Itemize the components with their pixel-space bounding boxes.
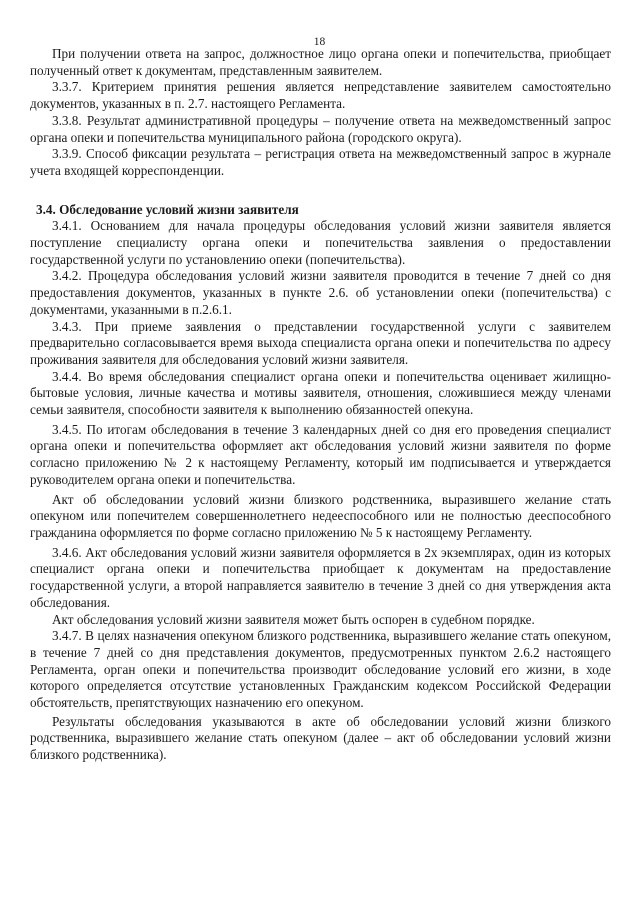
paragraph-3-3-9: 3.3.9. Способ фиксации результата – регистрация ответа на межведомственный запрос в журнале учета входящей корреспонденции.: [30, 146, 611, 178]
paragraph-3-4-2: 3.4.2. Процедура обследования условий жизни заявителя проводится в течение 7 дней со дня предоставления документов, указанных в пункте 2.6. об установлении опеки (попечительства) с документами, указанными в п.2.6.1.: [30, 268, 611, 317]
page-number: 18: [313, 36, 326, 48]
paragraph-3-4-7: 3.4.7. В целях назначения опекуном близкого родственника, выразившего желание стать опекуном, в течение 7 дней со дня представления документов, предусмотренных пунктом 2.6.2 настоящего Регламента, орган опеки и попечительства производит обследование условий его жизни, в ходе которого определяется отсутствие установленных Гражданским кодексом Российской Федерации обстоятельств, препятствующих назначению его опекуном.: [30, 628, 611, 711]
paragraph-act-appeal: Акт обследования условий жизни заявителя может быть оспорен в судебном порядке.: [52, 611, 535, 627]
paragraph-3-4-3: 3.4.3. При приеме заявления о представлении государственной услуги с заявителем предварительно согласовывается время выхода специалиста органа опеки и попечительства по адресу проживания заявителя для обследования условий жизни заявителя.: [30, 318, 611, 367]
document-body: [30, 46, 611, 764]
paragraph-3-4-4: 3.4.4. Во время обследования специалист органа опеки и попечительства оценивает жилищно-бытовые условия, личные качества и мотивы заявителя, отношения, сложившиеся между членами семьи заявителя, способности заявителя к выполнению обязанностей опекуна.: [30, 368, 611, 418]
paragraph-3-3-7: 3.3.7. Критерием принятия решения является непредставление заявителем самостоятельно документов, указанных в п. 2.7. настоящего Регламента.: [30, 79, 611, 112]
paragraph-3-4-1: 3.4.1. Основанием для начала процедуры обследования условий жизни заявителя является поступление специалисту органа опеки и попечительства заявления о предоставлении государственной услуги по установлению опеки (попечительства).: [30, 218, 611, 267]
paragraph-3-4-5: 3.4.5. По итогам обследования в течение 3 календарных дней со дня его проведения специалист органа опеки и попечительства оформляет акт обследования условий жизни заявителя по форме согласно приложению № 2 к настоящему Регламенту, который им подписывается и утверждается руководителем органа опеки и попечительства.: [30, 421, 611, 487]
paragraph-results: Результаты обследования указываются в акте об обследовании условий жизни близкого родственника, выразившего желание стать опекуном (далее – акт об обследовании условий жизни близкого родственника).: [30, 713, 611, 763]
paragraph-3-3-8: 3.3.8. Результат административной процедуры – получение ответа на межведомственный запрос органа опеки и попечительства муниципального района (городского округа).: [30, 112, 611, 145]
paragraph-3-4-6: 3.4.6. Акт обследования условий жизни заявителя оформляется в 2х экземплярах, один из которых специалист органа опеки и попечительства приобщает к документам на предоставление государственной услуги, а второй направляется заявителю в течение 3 дней со дня утверждения акта обследования.: [30, 544, 611, 610]
paragraph-act-relative: Акт об обследовании условий жизни близкого родственника, выразившего желание стать опекуном или попечителем совершеннолетнего недееспособного или не полностью дееспособного гражданина оформляется по форме согласно приложению № 5 к настоящему Регламенту.: [30, 491, 611, 540]
paragraph: При получении ответа на запрос, должностное лицо органа опеки и попечительства, приобщает полученный ответ к документам, представленным заявителем.: [30, 46, 611, 78]
section-heading: 3.4. Обследование условий жизни заявителя: [36, 201, 299, 217]
